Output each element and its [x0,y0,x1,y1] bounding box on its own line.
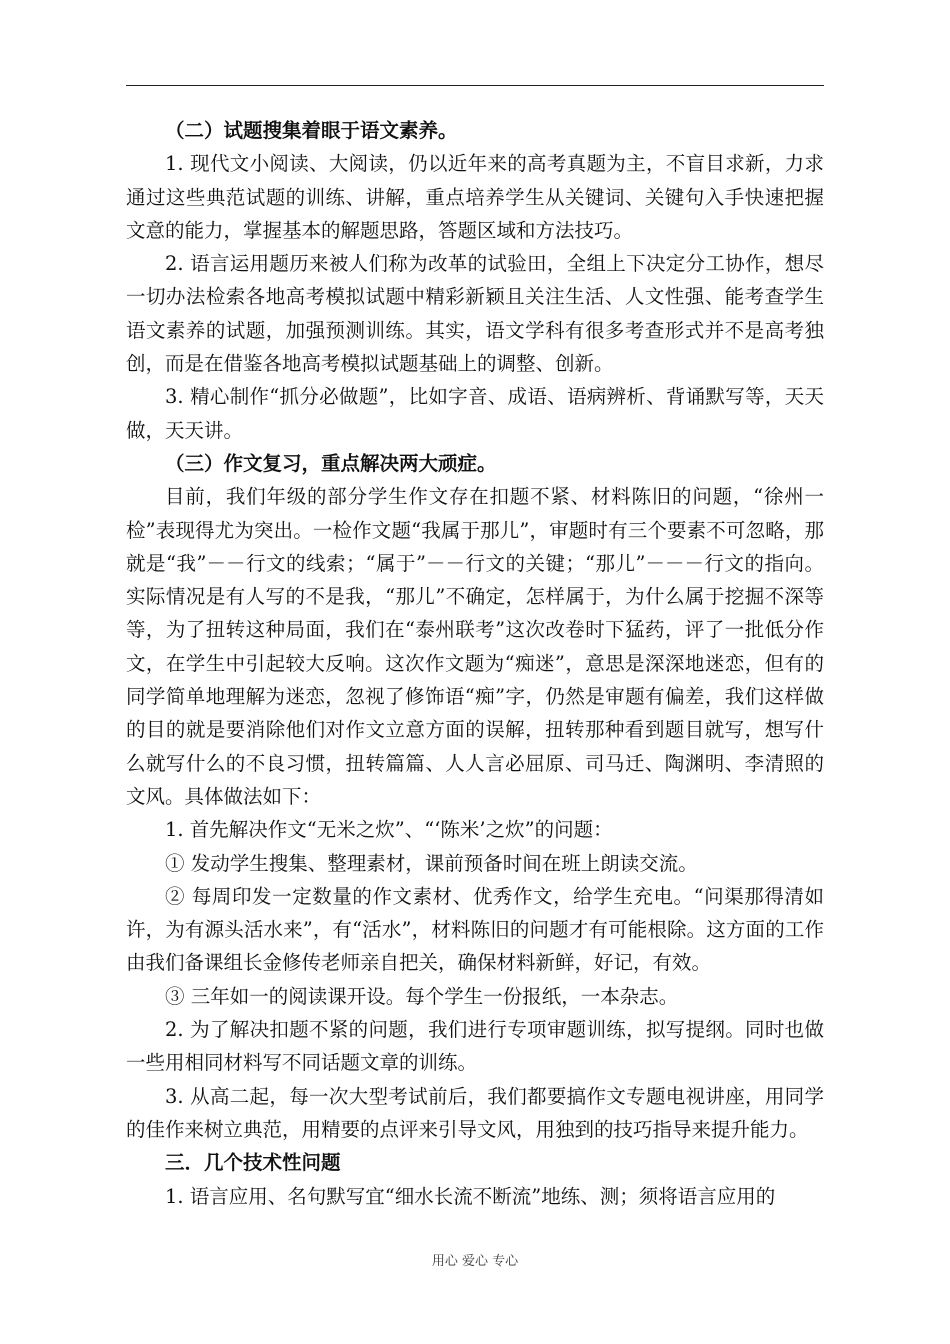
document-body [126,114,824,1213]
paragraph: 3. 精心制作“抓分必做题”，比如字音、成语、语病辨析、背诵默写等，天天做，天天讲。 [126,385,824,442]
section-heading: （三）作文复习，重点解决两大顽症。 [165,451,497,475]
page-footer: 用心 爱心 专心 [431,1254,519,1269]
paragraph: 1. 首先解决作文“无米之炊”、“‘陈米’之炊”的问题： [165,818,613,842]
paragraph: ③ 三年如一的阅读课开设。每个学生一份报纸，一本杂志。 [165,984,679,1008]
section-heading: （二）试题搜集着眼于语文素养。 [165,119,458,142]
paragraph: ① 发动学生搜集、整理素材，课前预备时间在班上朗读交流。 [165,851,698,875]
paragraph: 3. 从高二起，每一次大型考试前后，我们都要搞作文专题电视讲座，用同学的佳作来树立典范，用精要的点评来引导文风，用独到的技巧指导来提升能力。 [126,1084,824,1141]
paragraph: 1. 现代文小阅读、大阅读，仍以近年来的高考真题为主，不盲目求新，力求通过这些典范试题的训练、讲解，重点培养学生从关键词、关键句入手快速把握文意的能力，掌握基本的解题思路，答题区域和方法技巧。 [126,152,824,242]
paragraph: 目前，我们年级的部分学生作文存在扣题不紧、材料陈旧的问题，“徐州一检”表现得尤为突出。一检作文题“我属于那儿”，审题时有三个要素不可忽略，那就是“我”－－行文的线索；“属于”－－行文的关键；“那儿”－－－行文的指向。实际情况是有人写的不是我，“那儿”不确定，怎样属于，为什么属于挖掘不深等等，为了扭转这种局面，我们在“泰州联考”这次改卷时下猛药，评了一批低分作文，在学生中引起较大反响。这次作文题为“痴迷”，意思是深深地迷恋，但有的同学简单地理解为迷恋，忽视了修饰语“痴”字，仍然是审题有偏差，我们这样做的目的就是要消除他们对作文立意方面的误解，扭转那种看到题目就写，想写什么就写什么的不良习惯，扭转篇篇、人人言必屈原、司马迁、陶渊明、李清照的文风。具体做法如下： [126,485,824,808]
header-rule [126,85,824,86]
paragraph: 1. 语言应用、名句默写宜“细水长流不断流”地练、测；须将语言应用的 [165,1184,776,1208]
paragraph: 2. 语言运用题历来被人们称为改革的试验田，全组上下决定分工协作，想尽一切办法检索各地高考模拟试题中精彩新颖且关注生活、人文性强、能考查学生语文素养的试题，加强预测训练。其实，语文学科有很多考查形式并不是高考独创，而是在借鉴各地高考模拟试题基础上的调整、创新。 [126,252,824,376]
paragraph: 2. 为了解决扣题不紧的问题，我们进行专项审题训练，拟写提纲。同时也做一些用相同材料写不同话题文章的训练。 [126,1018,824,1075]
paragraph: ② 每周印发一定数量的作文素材、优秀作文，给学生充电。“问渠那得清如许，为有源头活水来”，有“活水”，材料陈旧的问题才有可能根除。这方面的工作由我们备课组长金修传老师亲自把关，确保材料新鲜，好记，有效。 [126,884,824,975]
section-heading: 三．几个技术性问题 [165,1151,341,1175]
